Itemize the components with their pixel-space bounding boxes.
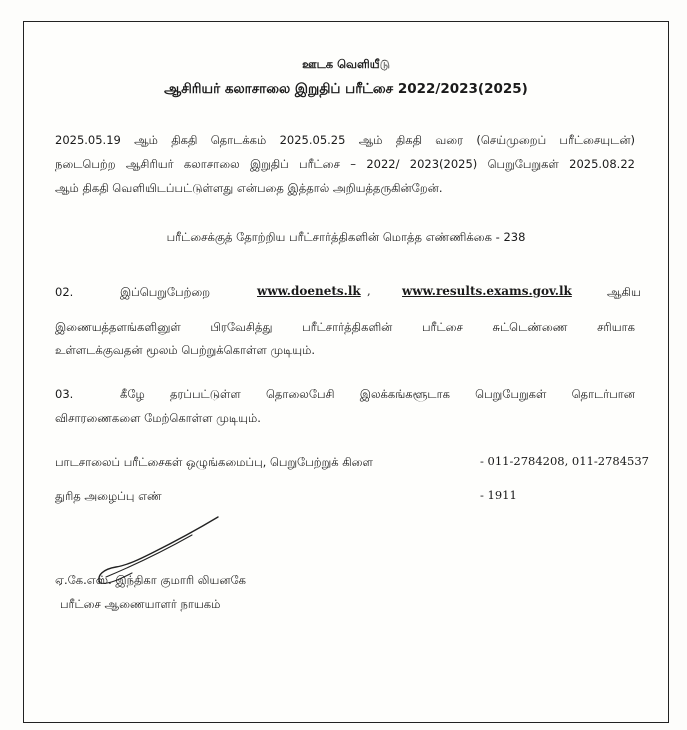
para1-word: (செய்முறைப் [476,133,547,147]
para1-word: பரீட்சை [299,157,340,171]
signatory-name: ஏ.கே.எஸ். இந்திகா குமாரி லியனகே [55,573,247,587]
para3-word: இலக்கங்களூடாக [359,387,450,401]
para1-word: 2025.05.25 [279,133,346,147]
para3-line1 [120,387,635,401]
para3-word: கீழே [120,387,145,401]
signatory-designation: பரீட்சை ஆணையாளர் நாயகம் [60,597,221,611]
para1-word: திகதி [171,133,198,147]
para3-number: 03. [55,387,74,401]
document-title: ஆசிரியர் கலாசாலை இறுதிப் பரீட்சை 2022/2023(2025) [164,81,528,97]
para2-lead: இப்பெறுபேற்றை [120,285,211,299]
para1-line1 [55,133,635,147]
para2-word: பரீட்சை [421,320,463,334]
para1-word: ஆம் [358,133,383,147]
press-release-page [23,21,669,723]
para1-word: ஆசிரியர் [125,157,174,171]
contact-label-hotline: துரித அழைப்பு எண் [55,489,162,503]
para2-tail: ஆகிய [607,285,641,299]
para1-word: வரை [435,133,464,147]
para1-word: கலாசாலை [183,157,240,171]
para1-word: பரீட்சையுடன்) [559,133,635,147]
para1-line3: ஆம் திகதி வெளியிடப்பட்டுள்ளது என்பதை இத்தால் அறியத்தருகின்றேன். [55,181,443,195]
para2-line3: உள்ளடக்குவதன் மூலம் பெற்றுக்கொள்ள முடியும். [55,343,316,357]
para1-word: 2025.05.19 [55,133,121,147]
para1-word: 2022/ [366,157,400,171]
para1-word: தொடக்கம் [210,133,267,147]
para2-word: சுட்டெண்ணை [492,320,568,334]
contact-phone-results-branch: - 011-2784208, 011-2784537 [480,454,649,468]
para2-word: இணையத்தளங்களினுள் [55,320,181,334]
para1-word: 2025.08.22 [569,157,635,171]
doenets-link[interactable] [257,284,361,298]
para2-word: பிரவேசித்து [210,320,273,334]
para3-word: தொடர்பான [571,387,635,401]
para1-word: 2023(2025) [409,157,478,171]
para1-word: பெறுபேறுகள் [487,157,559,171]
para3-word: தொலைபேசி [265,387,335,401]
para1-word: – [350,157,356,171]
para1-word: ஆம் [134,133,158,147]
para2-number: 02. [55,285,74,299]
para1-word: இறுதிப் [249,157,289,171]
para3-word: பெறுபேறுகள் [475,387,547,401]
para2-comma: , [367,284,371,298]
document-kicker: ஊடக வெளியீடு [302,57,390,71]
contact-phone-hotline: - 1911 [480,488,517,502]
para1-word: நடைபெற்ற [55,157,116,171]
para2-word: பரீட்சார்த்திகளின் [302,320,393,334]
para1-line2 [55,157,635,171]
para2-line2 [55,320,635,334]
results-exams-link-text[interactable]: www.results.exams.gov.lk [402,284,572,298]
contact-label-results-branch: பாடசாலைப் பரீட்சைகள் ஒழுங்கமைப்பு, பெறுபேற்றுக் கிளை [55,455,373,469]
para1-word: திகதி [395,133,423,147]
para3-word: தரப்பட்டுள்ள [170,387,241,401]
total-candidates: பரீட்சைக்குத் தோற்றிய பரீட்சார்த்திகளின் மொத்த எண்ணிக்கை - 238 [166,230,526,244]
para2-word: சரியாக [597,320,635,334]
results-exams-link[interactable] [402,284,572,298]
doenets-link-text[interactable]: www.doenets.lk [257,284,361,298]
para3-line2: விசாரணைகளை மேற்கொள்ள முடியும். [55,411,261,425]
